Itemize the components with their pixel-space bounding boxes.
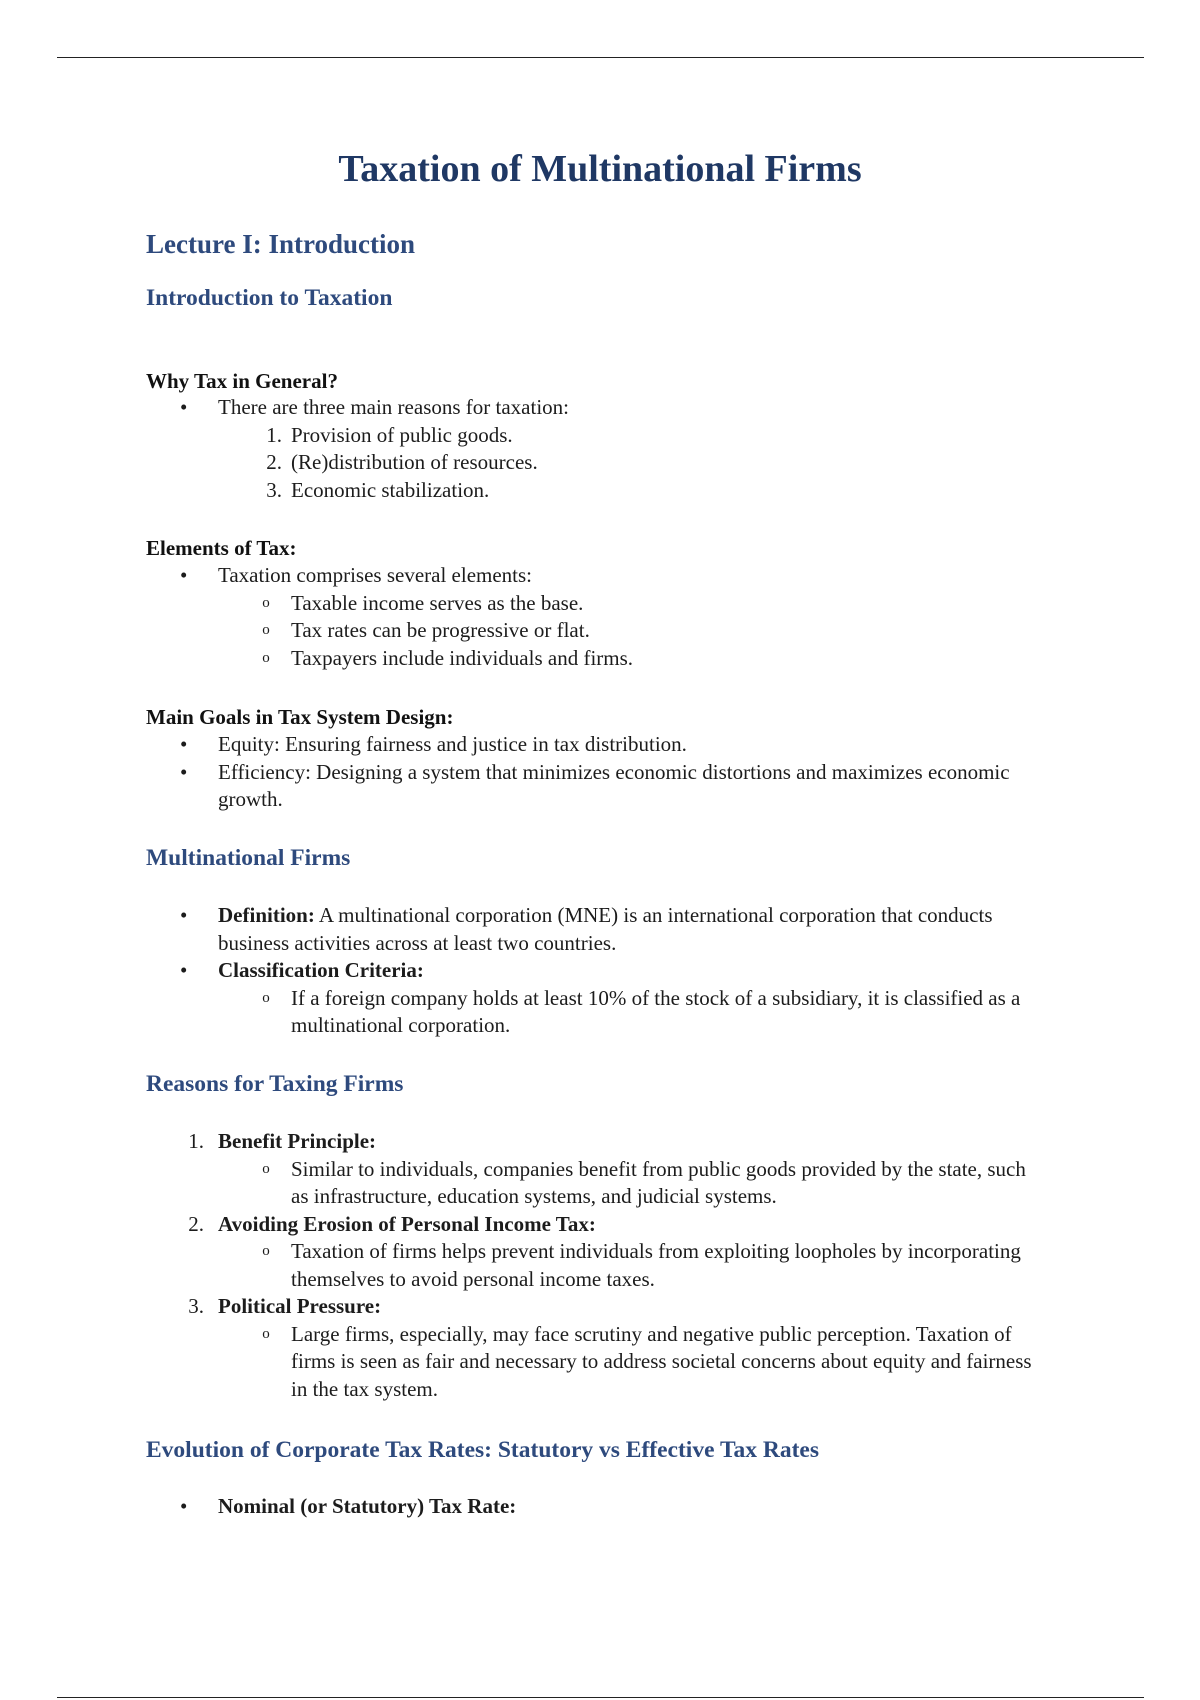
list-item: 2. Avoiding Erosion of Personal Income Tax: xyxy=(188,1211,596,1236)
list-item: o Taxpayers include individuals and firms. xyxy=(146,645,1046,673)
document-title: Taxation of Multinational Firms xyxy=(338,148,862,190)
list-item: • There are three main reasons for taxation: xyxy=(146,394,1046,422)
multinational-list xyxy=(146,902,1046,1040)
reasons-list xyxy=(146,1128,1046,1403)
lecture-heading: Lecture I: Introduction xyxy=(146,229,415,259)
circle-bullet-icon: o xyxy=(262,649,270,666)
subheading-elements: Elements of Tax: xyxy=(146,536,297,560)
circle-bullet-icon: o xyxy=(262,1243,270,1259)
list-item: o Similar to individuals, companies benefit from public goods provided by the state, such as infrastructure, education systems, and judicial systems. xyxy=(146,1156,1046,1211)
bullet-marker: • xyxy=(180,759,188,784)
list-item: • Definition: A multinational corporation (MNE) is an international corporation that conducts business activities across at least two countries. xyxy=(180,903,993,955)
subheading-goals: Main Goals in Tax System Design: xyxy=(146,705,454,729)
list-item: 1. Benefit Principle: xyxy=(188,1129,377,1153)
list-item: • Taxation comprises several elements: xyxy=(146,562,1046,590)
section-heading-intro: Introduction to Taxation xyxy=(146,285,393,311)
list-item: 2. (Re)distribution of resources. xyxy=(266,450,538,474)
evolution-list xyxy=(146,1493,1046,1521)
subheading-why-tax: Why Tax in General? xyxy=(146,369,338,393)
bullet-marker: • xyxy=(180,903,188,927)
footer-rule xyxy=(57,1697,1144,1698)
list-item: o If a foreign company holds at least 10% of the stock of a subsidiary, it is classified as a multinational corporation. xyxy=(146,985,1046,1040)
list-item: o Large firms, especially, may face scrutiny and negative public perception. Taxation of firms is seen as fair and necessary to address societal concerns about equity and fairness in the tax system. xyxy=(146,1321,1046,1404)
bullet-marker: • xyxy=(180,958,188,982)
circle-bullet-icon: o xyxy=(262,1160,270,1177)
bullet-marker: • xyxy=(180,732,188,756)
list-item: • Equity: Ensuring fairness and justice in tax distribution. xyxy=(146,731,1046,759)
circle-bullet-icon: o xyxy=(262,989,270,1006)
list-item: 3. Political Pressure: xyxy=(188,1294,382,1318)
section-heading-reasons: Reasons for Taxing Firms xyxy=(146,1071,404,1097)
section-heading-multinational: Multinational Firms xyxy=(146,845,351,871)
circle-bullet-icon: o xyxy=(262,622,270,638)
header-rule xyxy=(57,57,1144,58)
list-item: o Taxation of firms helps prevent individuals from exploiting loopholes by incorporating themselves to avoid personal income taxes. xyxy=(146,1238,1046,1293)
why-tax-list xyxy=(146,394,1046,504)
list-item: • Classification Criteria: xyxy=(146,957,1046,985)
elements-list xyxy=(146,562,1046,672)
list-item: • Nominal (or Statutory) Tax Rate: xyxy=(146,1493,1046,1521)
list-item: • Efficiency: Designing a system that minimizes economic distortions and maximizes economic growth. xyxy=(180,759,1010,811)
circle-bullet-icon: o xyxy=(262,594,270,611)
list-item: 1. Provision of public goods. xyxy=(266,422,513,447)
list-item: o Taxable income serves as the base. xyxy=(146,590,1046,618)
bullet-marker: • xyxy=(180,1494,188,1518)
section-heading-evolution: Evolution of Corporate Tax Rates: Statutory vs Effective Tax Rates xyxy=(146,1437,819,1463)
list-item: o Tax rates can be progressive or flat. xyxy=(146,617,1046,645)
circle-bullet-icon: o xyxy=(262,1325,270,1342)
bullet-marker: • xyxy=(180,395,188,419)
bullet-marker: • xyxy=(180,563,188,587)
list-item: 3. Economic stabilization. xyxy=(266,477,490,502)
goals-list xyxy=(146,731,1046,814)
